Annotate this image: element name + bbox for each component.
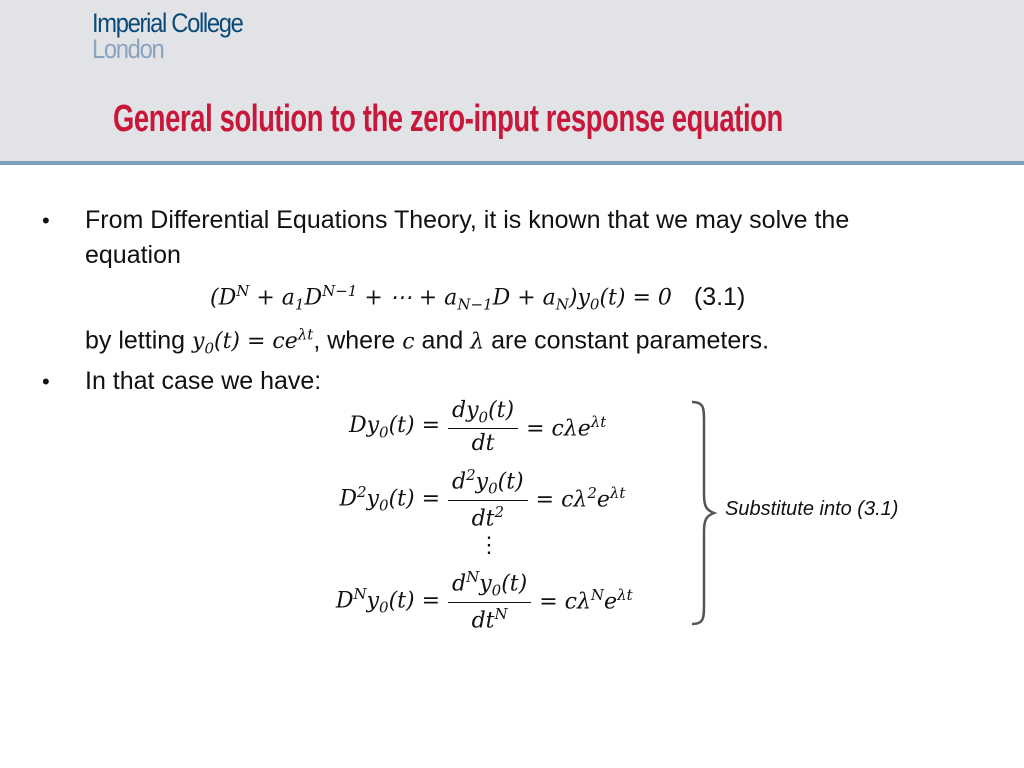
derivative-2: $D^2y_0(t)$ = $\frac{d^2y_0(t)}{dt^2}$ = $c\lambda^2e^{\lambda t}$	[339, 466, 626, 532]
logo-imperial-college: Imperial College	[92, 8, 243, 38]
slide-title: General solution to the zero-input response equation	[113, 98, 783, 140]
letting-prefix: by letting	[85, 326, 193, 355]
var-lambda: λ	[470, 329, 485, 355]
right-brace-icon	[686, 398, 726, 630]
bullet-icon: •	[42, 208, 50, 233]
bullet-icon: •	[42, 369, 50, 394]
letting-end: are constant parameters.	[484, 326, 770, 355]
derivative-n: $D^Ny_0(t)$ = $\frac{d^Ny_0(t)}{dt^N}$ = $c\lambda^Ne^{\lambda t}$	[335, 568, 633, 634]
logo-london: London	[92, 34, 164, 64]
equation-label: (3.1)	[693, 283, 746, 312]
bullet-2: In that case we have:	[85, 367, 322, 395]
vdots: ⋮	[478, 532, 500, 557]
var-c: c	[402, 329, 415, 355]
letting-line: by letting $y_0(t) = ce^{\lambda t}$, where c and λ are constant parameters.	[85, 326, 770, 358]
substitute-annotation: Substitute into (3.1)	[725, 498, 899, 520]
bullet-1-line-1: From Differential Equations Theory, it is known that we may solve the	[85, 206, 850, 234]
equation-3-1: ($D^N + a_1D^{N-1}$ + ⋯ + $a_{N-1}D + a_N)y_0(t) = 0$ (3.1)	[210, 282, 746, 314]
letting-suffix: , where	[313, 326, 403, 355]
bullet-1-line-2: equation	[85, 241, 181, 269]
slide-header	[0, 0, 1024, 165]
derivative-1: $Dy_0(t)$ = $\frac{dy_0(t)}{dt}$ = cλe$^{\lambda t}$	[348, 398, 607, 457]
letting-and: and	[414, 326, 471, 355]
